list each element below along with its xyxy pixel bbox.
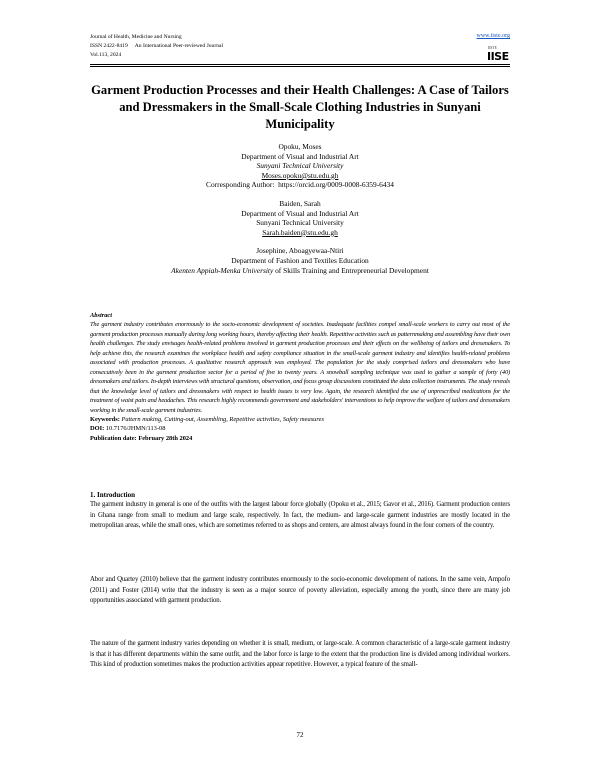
author-2-name: Baiden, Sarah: [279, 198, 321, 208]
abstract-heading: Abstract: [90, 312, 113, 319]
journal-name: Journal of Health, Medicine and Nursing: [90, 34, 182, 40]
author-2-email-link[interactable]: Sarah.baiden@stu.edu.gh: [262, 227, 338, 237]
paper-title: Garment Production Processes and their Health Challenges: A Case of Tailors and Dressmakers in the Small-Scale Clothing Industries in Sunyani Municipality: [91, 83, 509, 131]
issn: ISSN 2422-8419: [90, 43, 128, 49]
header-rule-bottom: [90, 66, 510, 67]
section-heading: 1. Introduction: [90, 491, 135, 499]
author-2-department: Department of Visual and Industrial Art: [241, 208, 359, 218]
keywords-line: Keywords: Pattern making, Cutting-out, Assembling, Repetitive activities, Safety measures: [90, 415, 324, 423]
corresponding-label: Corresponding Author: [206, 180, 273, 190]
logo-small-text: IISTE: [488, 46, 497, 50]
author-3-department: Department of Fashion and Textiles Education: [231, 255, 369, 265]
orcid: https://orcid.org/0009-0008-6359-6434: [278, 180, 394, 190]
publication-date-line: Publication date: February 28th 2024: [90, 434, 193, 442]
paragraph-2: Abor and Quartey (2010) believe that the garment industry contributes enormously to the socio-economic development of nations. In the same vein, Ampofo (2011) and Foster (2014) write that the industry is seen as a major source of poverty alleviation, especially among the youth, since there are many job opportunities associated with garment production.: [90, 576, 510, 604]
author-3-institution: Akenten Appiah-Menka University of Skills Training and Entrepreneurial Development: [171, 265, 429, 275]
issn-line: [90, 42, 223, 51]
journal-url-link[interactable]: www.iiste.org: [476, 33, 510, 39]
doi-line: DOI: 10.7176/JHMN/113-08: [90, 425, 166, 433]
author-2-institution: Sunyani Technical University: [256, 218, 344, 228]
paragraph-1: The garment industry in general is one of the outfits with the largest labour force globally (Opoku et al., 2015; Gavor et al., 2016). Garment production centers in Ghana range from small to medium and large scale, respectively. In fact, the medium- and large-scale garment industries are mostly located in the metropolitan areas, while the small ones, which are sometimes referred to as shops and centers, are almost always found in the four corners of the country.: [90, 501, 510, 529]
paragraph-3: The nature of the garment industry varies depending on whether it is small, medium, or large-scale. A common characteristic of a large-scale garment industry is that it has different departments within the same outfit, and the labor force is large to the extent that the production line is divided among individual workers. This kind of production sometimes makes the production activities appear repetitive. However, a typical feature of the small-: [90, 640, 510, 668]
volume: Vol.113, 2024: [90, 52, 122, 58]
page-number: 72: [296, 731, 304, 739]
doi: 10.7176/JHMN/113-08: [105, 425, 166, 433]
peer-reviewed-label: An International Peer-reviewed Journal: [134, 43, 224, 49]
author-block: [90, 142, 510, 275]
header-rule-top: [90, 64, 510, 65]
author-1-department: Department of Visual and Industrial Art: [241, 151, 359, 161]
journal-header: [90, 33, 223, 60]
abstract-text: The garment industry contributes enormously to the socio-economic development of societies. Inadequate facilities compel small-scale workers to carry out most of the garment production processes manually during long working hours, thereby affecting their health. Repetitive activities such as patternmaking and assembling have their own health challenges. The study envisages health-related problems involved in garment production processes and their effects on the wellbeing of tailors and dressmakers. To help achieve this, the research examines the workplace health and safety compliance situation in the small-scale garment industry and identifies health-related problems associated with production processes. A qualitative research approach was employed. The population for the study comprised tailors and dressmakers who have consecutively been in the garment production sector for a period of five to twenty years. A snowball sampling technique was used to gather a sample of forty (40) dressmakers and tailors. In-depth interviews with structural questions, observation, and focus group discussions constituted the data collection instruments. The study reveals that the knowledge level of tailors and dressmakers with respect to health issues is very low. Again, the research identified the use of unprescribed medications for the treatment of waist pain and headaches. This research highly recommends government and stakeholders' interventions to help improve the welfare of tailors and dressmakers working in the small-scale garment industries.: [90, 321, 510, 414]
keywords: Pattern making, Cutting-out, Assembling, Repetitive activities, Safety measures: [121, 415, 324, 423]
author-3-name: Josephine, Aboagyewaa-Ntiri: [256, 246, 344, 256]
logo-mark: IISE: [487, 50, 509, 63]
publication-date: February 28th 2024: [138, 434, 193, 442]
author-1-email-link[interactable]: Moses.opoku@stu.edu.gh: [261, 170, 339, 180]
author-1-name: Opoku, Moses: [278, 142, 322, 151]
iiste-logo: [487, 46, 509, 66]
author-1-institution: Sunyani Technical University: [256, 161, 344, 171]
abstract: [90, 311, 510, 443]
corresponding-author-line: Corresponding Author: https://orcid.org/0009-0008-6359-6434: [206, 180, 394, 190]
